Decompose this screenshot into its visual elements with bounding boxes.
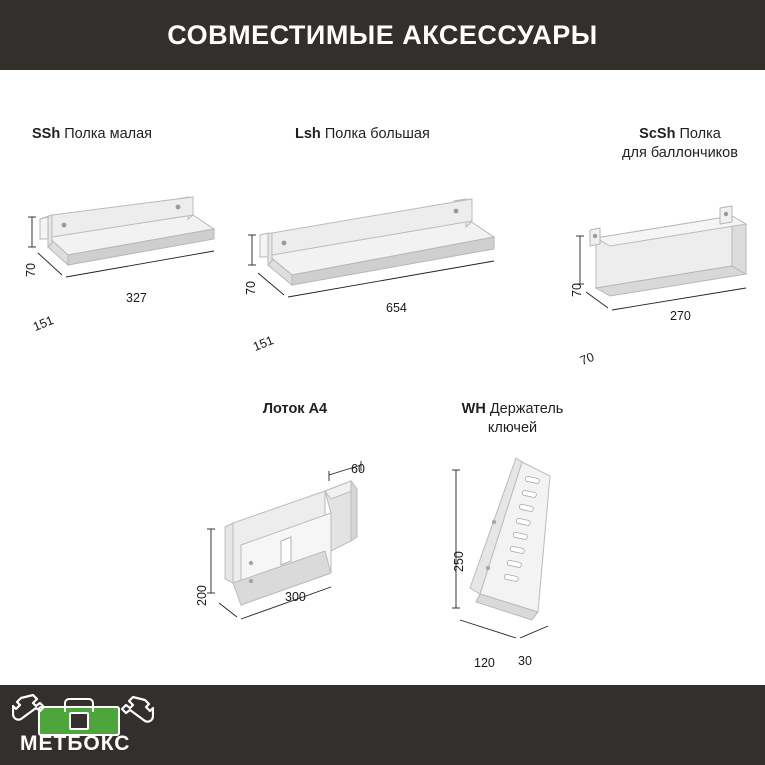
product-lsh-code: Lsh [295, 126, 321, 142]
brand-name: МЕТБОКС [20, 732, 131, 755]
wrench-icon-right [120, 696, 154, 730]
product-scsh-dim-height: 70 [570, 283, 584, 297]
product-tray-a4-drawing [175, 445, 405, 635]
product-wh-code: WH [461, 401, 486, 417]
product-scsh-dim-width: 270 [670, 309, 691, 323]
product-scsh-code: ScSh [639, 126, 676, 142]
product-scsh-drawing [560, 180, 765, 330]
product-lsh [240, 125, 550, 354]
toolbox-handle [64, 698, 94, 712]
product-ssh-name: Полка малая [64, 126, 153, 142]
product-tray-a4-dim-depth: 60 [351, 462, 365, 476]
product-wh-drawing [420, 448, 620, 648]
product-tray-a4-dim-height: 200 [195, 585, 209, 606]
product-scsh-caption [590, 125, 765, 163]
product-tray-a4-dim-width: 300 [285, 590, 306, 604]
product-ssh-dim-width: 327 [126, 291, 147, 305]
product-ssh [18, 125, 238, 334]
product-tray-a4 [175, 400, 415, 640]
product-wh-dim-width: 120 [474, 656, 495, 670]
product-lsh-dim-width: 654 [386, 301, 407, 315]
product-tray-a4-caption [195, 400, 395, 419]
product-lsh-name: Полка большая [324, 126, 430, 142]
page-title: СОВМЕСТИМЫЕ АКСЕССУАРЫ [167, 19, 598, 50]
product-ssh-dim-depth: 151 [31, 313, 56, 334]
product-wh-name-line2: ключей [487, 420, 538, 437]
product-tray-a4-code: Лоток А4 [262, 401, 328, 417]
wrench-icon-left [12, 694, 46, 728]
product-wh-dim-depth: 30 [518, 654, 532, 668]
product-lsh-caption [295, 125, 555, 144]
product-scsh-name-line1: Полка [679, 126, 721, 142]
product-ssh-code: SSh [32, 126, 61, 142]
product-wh-dim-height: 250 [452, 551, 466, 572]
product-scsh [560, 125, 765, 368]
product-wh-name-line1: Держатель [489, 401, 564, 417]
product-ssh-dim-height: 70 [24, 263, 38, 277]
page-header [0, 0, 765, 70]
product-scsh-dim-depth: 70 [578, 349, 597, 368]
product-ssh-caption [32, 125, 242, 144]
product-lsh-dim-height: 70 [244, 281, 258, 295]
page-footer [0, 685, 765, 765]
product-wh-caption [420, 400, 605, 438]
toolbox-latch [69, 712, 89, 730]
product-lsh-dim-depth: 151 [251, 333, 276, 354]
brand-logo [8, 692, 188, 758]
product-wh [420, 400, 620, 670]
product-scsh-name-line2: для баллончиков [622, 145, 738, 162]
